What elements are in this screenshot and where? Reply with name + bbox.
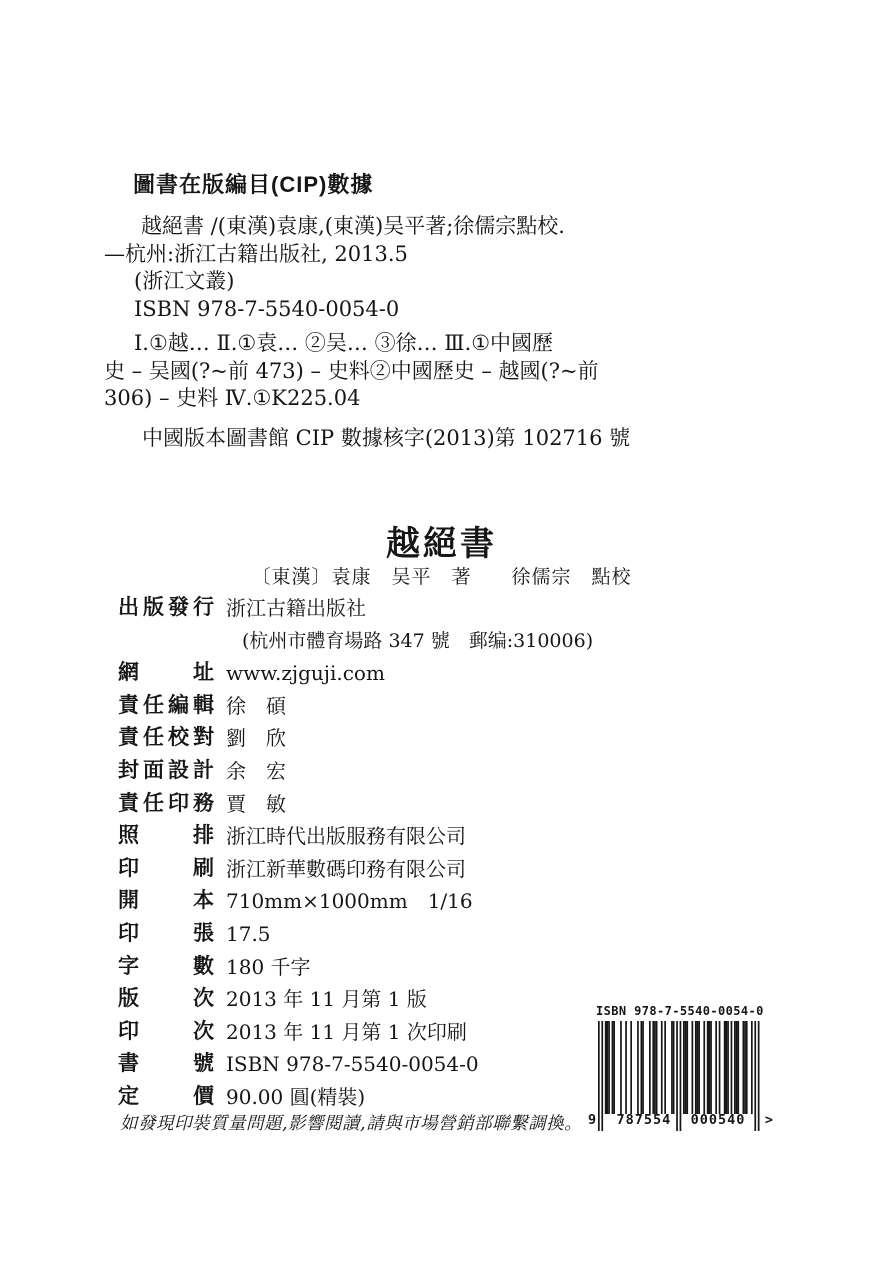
field-label: 網址 [118, 661, 214, 685]
field-value: 徐 碩 [226, 693, 286, 718]
field-label: 責任校對 [118, 726, 214, 750]
field-value: 90.00 圓(精裝) [226, 1084, 366, 1109]
field-value: 2013 年 11 月第 1 版 [226, 987, 427, 1012]
barcode-isbn-text: ISBN 978-7-5540-0054-0 [596, 1004, 764, 1018]
table-row [118, 1081, 678, 1114]
field-value: 浙江時代出版服務有限公司 [226, 824, 466, 849]
table-row [118, 1048, 678, 1081]
field-value: 17.5 [226, 921, 271, 946]
table-row [118, 918, 678, 951]
table-row [118, 755, 678, 788]
cip-record-line: (浙江文叢) [134, 269, 235, 293]
field-label: 開本 [118, 889, 214, 913]
field-value: 180 千字 [226, 954, 311, 979]
cip-classification-line: 史 – 吴國(?~前 473) – 史料②中國歷史 – 越國(?~前 [104, 358, 599, 383]
field-value: 2013 年 11 月第 1 次印刷 [226, 1019, 467, 1044]
field-value: 710mm×1000mm 1/16 [226, 889, 473, 914]
barcode-digits-left: 787554 [616, 1112, 672, 1128]
field-value: www.zjguji.com [226, 661, 385, 686]
cip-heading: 圖書在版編目(CIP)數據 [133, 172, 374, 197]
table-row [118, 1016, 678, 1049]
field-value: 劉 欣 [226, 726, 286, 751]
field-label: 印次 [118, 1019, 214, 1043]
field-label: 版次 [118, 987, 214, 1011]
field-label: 印張 [118, 921, 214, 945]
field-label: 責任印務 [118, 791, 214, 815]
barcode-digit-leading: 9 [588, 1112, 598, 1128]
table-row [118, 951, 678, 984]
book-title: 越絕書 [386, 525, 497, 563]
table-row [118, 690, 678, 723]
barcode-digits [588, 1112, 774, 1128]
isbn-barcode [588, 1004, 774, 1133]
cip-record-block [104, 213, 794, 323]
field-label: 印刷 [118, 856, 214, 880]
table-row [118, 722, 678, 755]
table-row [118, 820, 678, 853]
field-label: 封面設計 [118, 758, 214, 782]
barcode-bars [588, 1021, 774, 1133]
cip-record-line: —杭州:浙江古籍出版社, 2013.5 [104, 241, 408, 266]
table-row [118, 625, 678, 658]
barcode-digit-trailing: > [764, 1112, 774, 1128]
table-row [118, 983, 678, 1016]
field-value: 賈 敏 [226, 791, 286, 816]
table-row [118, 788, 678, 821]
field-value: 余 宏 [226, 758, 286, 783]
field-label: 出版發行 [118, 596, 214, 619]
quality-notice: 如發現印裝質量問題,影響閱讀,請與市場營銷部聯繫調換。 [120, 1114, 583, 1134]
field-label: 照排 [118, 824, 214, 848]
cip-classification-block [104, 330, 794, 413]
barcode-digits-right: 000540 [690, 1112, 746, 1128]
field-value: ISBN 978-7-5540-0054-0 [226, 1052, 479, 1077]
cip-classification-line: Ⅰ.①越… Ⅱ.①袁… ②吴… ③徐… Ⅲ.①中國歷 [134, 331, 554, 355]
table-row [118, 592, 678, 625]
field-label: 責任編輯 [118, 693, 214, 717]
field-value: 浙江新華數碼印務有限公司 [226, 856, 466, 881]
book-byline: 〔東漢〕袁康 吴平 著 徐儒宗 點校 [251, 566, 632, 588]
cip-registry-line: 中國版本圖書館 CIP 數據核字(2013)第 102716 號 [142, 426, 631, 450]
field-value: 浙江古籍出版社 [226, 596, 366, 620]
table-row [118, 853, 678, 886]
cip-classification-line: 306) – 史料 Ⅳ.①K225.04 [104, 386, 361, 410]
cip-record-line: 越絕書 /(東漢)袁康,(東漢)吴平著;徐儒宗點校. [141, 214, 565, 238]
cip-record-line: ISBN 978-7-5540-0054-0 [134, 296, 400, 321]
field-value: (杭州市體育場路 347 號 郵编:310006) [242, 629, 594, 652]
colophon-table [118, 592, 678, 1114]
field-label: 定價 [118, 1084, 214, 1108]
table-row [118, 657, 678, 690]
table-row [118, 885, 678, 918]
field-label: 書號 [118, 1052, 214, 1076]
field-label: 字數 [118, 954, 214, 978]
